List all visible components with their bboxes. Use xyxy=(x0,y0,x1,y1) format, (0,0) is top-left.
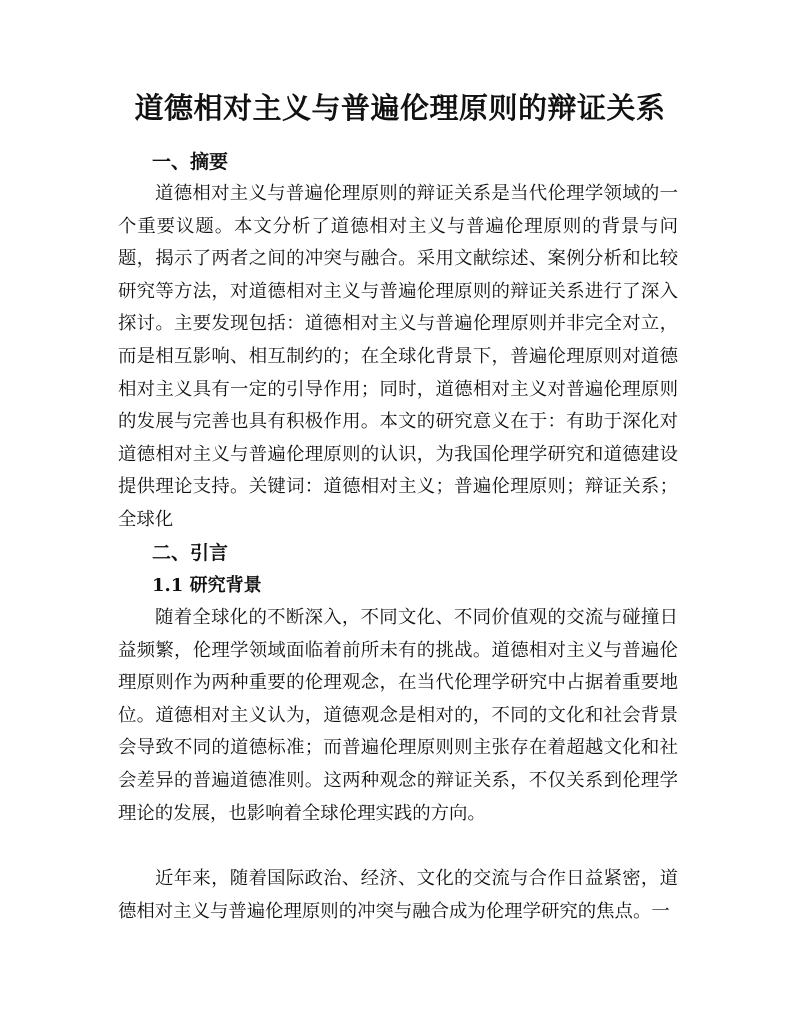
background-paragraph-2: 近年来，随着国际政治、经济、文化的交流与合作日益紧密，道德相对主义与普遍伦理原则的冲突与融合成为伦理学研究的焦点。一 xyxy=(118,868,678,922)
subsection-heading-background: 1.1 研究背景 xyxy=(152,575,262,596)
abstract-paragraph: 道德相对主义与普遍伦理原则的辩证关系是当代伦理学领域的一个重要议题。本文分析了道德相对主义与普遍伦理原则的背景与问题，揭示了两者之间的冲突与融合。采用文献综述、案例分析和比较研究等方法，对道德相对主义与普遍伦理原则的辩证关系进行了深入探讨。主要发现包括：道德相对主义与普遍伦理原则并非完全对立，而是相互影响、相互制约的；在全球化背景下，普遍伦理原则对道德相对主义具有一定的引导作用；同时，道德相对主义对普遍伦理原则的发展与完善也具有积极作用。本文的研究意义在于：有助于深化对道德相对主义与普遍伦理原则的认识，为我国伦理学研究和道德建设提供理论支持。关键词：道德相对主义；普遍伦理原则；辩证关系；全球化 xyxy=(118,183,678,530)
section-heading-abstract: 一、摘要 xyxy=(152,151,229,173)
background-paragraph-1: 随着全球化的不断深入，不同文化、不同价值观的交流与碰撞日益频繁，伦理学领域面临着前所未有的挑战。道德相对主义与普遍伦理原则作为两种重要的伦理观念，在当代伦理学研究中占据着重要地位。道德相对主义认为，道德观念是相对的，不同的文化和社会背景会导致不同的道德标准；而普遍伦理原则则主张存在着超越文化和社会差异的普遍道德准则。这两种观念的辩证关系，不仅关系到伦理学理论的发展，也影响着全球伦理实践的方向。 xyxy=(118,607,678,824)
document-title: 道德相对主义与普遍伦理原则的辩证关系 xyxy=(134,91,666,125)
section-heading-introduction: 二、引言 xyxy=(152,542,229,564)
